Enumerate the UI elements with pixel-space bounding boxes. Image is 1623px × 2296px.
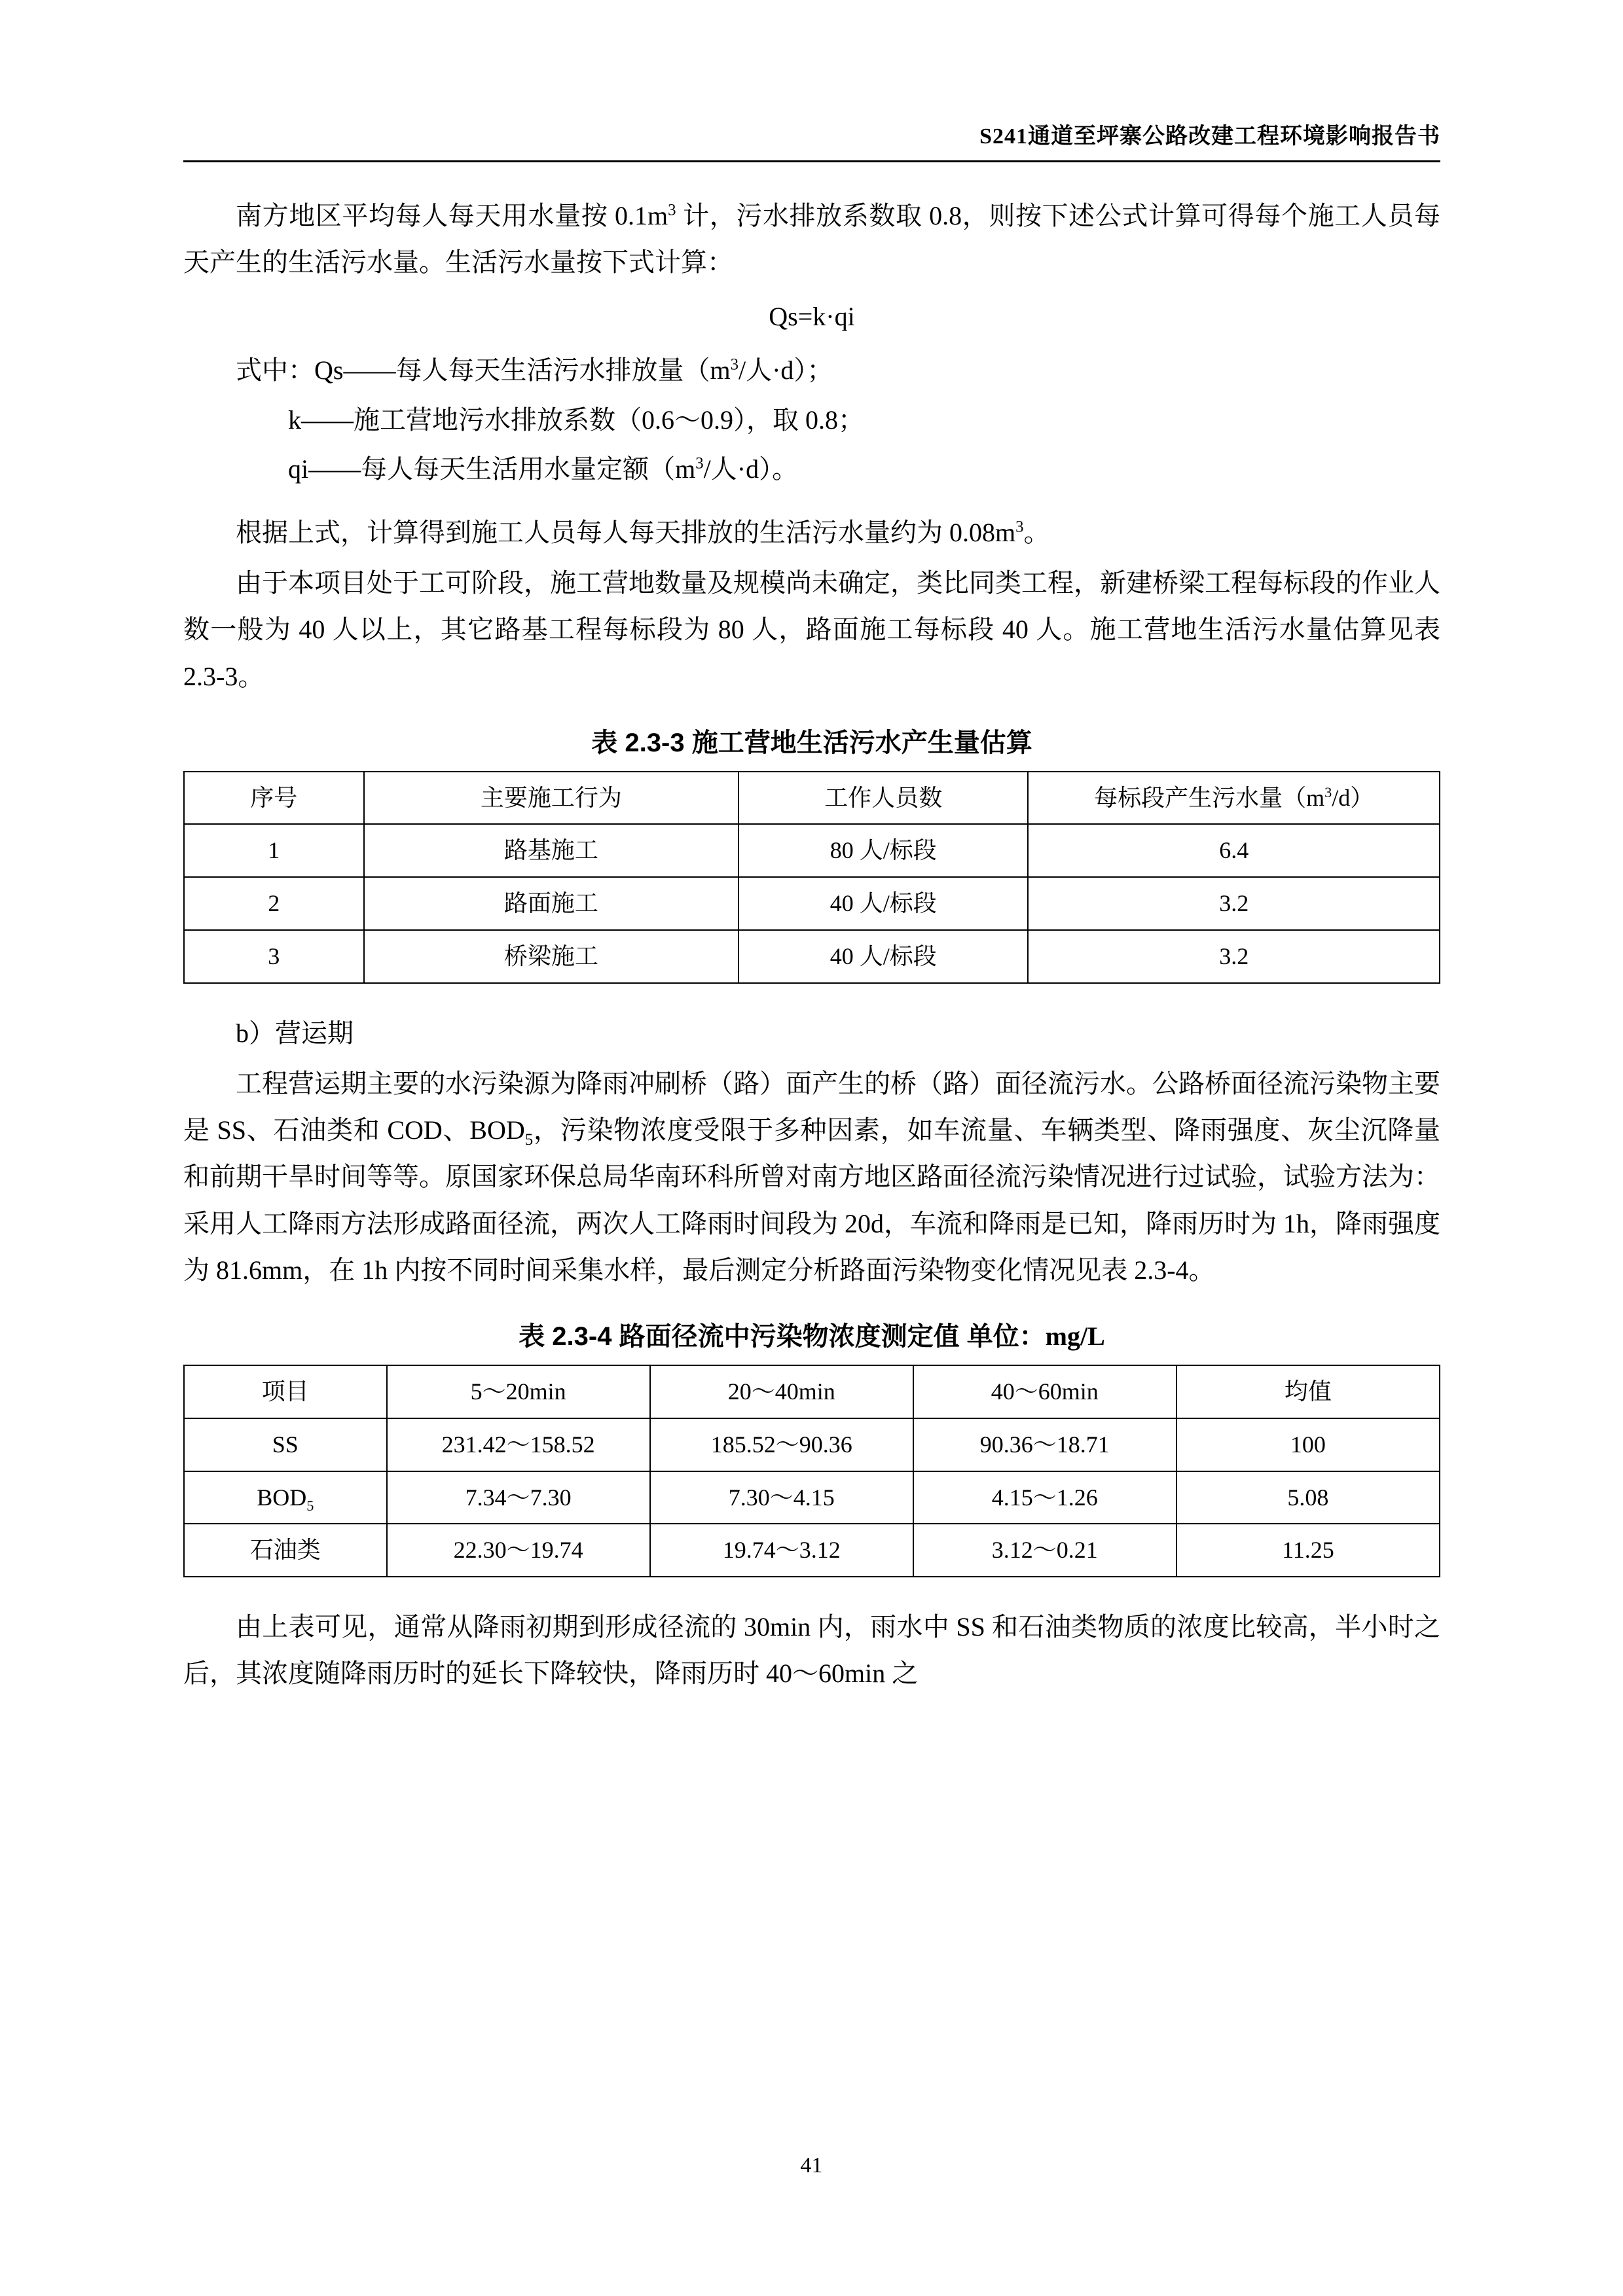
table-cell: 3.2 — [1028, 877, 1440, 930]
table-row — [184, 824, 1440, 877]
definition-k: k——施工营地污水排放系数（0.6～0.9），取 0.8； — [288, 404, 864, 435]
table-cell: 40 人/标段 — [739, 930, 1028, 983]
paragraph-6: 由上表可见，通常从降雨初期到形成径流的 30min 内，雨水中 SS 和石油类物质的浓度比较高，半小时之后，其浓度随降雨历时的延长下降较快，降雨历时 40～60min 之 — [183, 1612, 1440, 1689]
table-cell: 5.08 — [1176, 1471, 1440, 1524]
table-cell: 100 — [1176, 1418, 1440, 1471]
column-header: 20～40min — [650, 1365, 913, 1418]
table-233-caption: 表 2.3-3 施工营地生活污水产生量估算 — [591, 728, 1032, 757]
table-header-row — [184, 772, 1440, 825]
page-content — [183, 118, 1440, 1701]
column-header: 5～20min — [387, 1365, 650, 1418]
definition-qs: 式中：Qs——每人每天生活污水排放量（$m^3/$人·d）； — [236, 355, 833, 386]
column-header: 项目 — [184, 1365, 387, 1418]
table-row — [184, 1418, 1440, 1471]
column-header: 均值 — [1176, 1365, 1440, 1418]
column-header: 每标段产生污水量$(m^3/d)$ — [1028, 772, 1440, 825]
table-cell: 19.74～3.12 — [650, 1524, 913, 1577]
table-cell: 3 — [184, 930, 364, 983]
definition-qi: qi——每人每天生活用水量定额（$m^3/$人·d）。 — [288, 454, 799, 484]
table-cell: 7.34～7.30 — [387, 1471, 650, 1524]
column-header: 主要施工行为 — [364, 772, 739, 825]
column-header: 工作人员数 — [739, 772, 1028, 825]
page-number: 41 — [800, 2153, 823, 2178]
table-row — [184, 1471, 1440, 1524]
column-header: 40～60min — [913, 1365, 1176, 1418]
page-header: S241通道至坪寨公路改建工程环境影响报告书 — [979, 124, 1440, 149]
table-cell: 3.2 — [1028, 930, 1440, 983]
table-cell: 石油类 — [184, 1524, 387, 1577]
paragraph-4: b）营运期 — [236, 1018, 354, 1048]
table-cell: 90.36～18.71 — [913, 1418, 1176, 1471]
table-cell: SS — [184, 1418, 387, 1471]
paragraph-2: 根据上式，计算得到施工人员每人每天排放的生活污水量约为 $0.08m^3$。 — [236, 517, 1050, 547]
table-cell: 路基施工 — [364, 824, 739, 877]
column-header: 序号 — [184, 772, 364, 825]
table-row — [184, 1524, 1440, 1577]
table-cell: 3.12～0.21 — [913, 1524, 1176, 1577]
table-234 — [183, 1365, 1440, 1577]
paragraph-1: 南方地区平均每人每天用水量按 $0.1m^3$ 计，污水排放系数取 0.8，则按下述公式计算可得每个施工人员每天产生的生活污水量。生活污水量按下式计算： — [183, 201, 1440, 278]
table-cell: 22.30～19.74 — [387, 1524, 650, 1577]
paragraph-3: 由于本项目处于工可阶段，施工营地数量及规模尚未确定，类比同类工程，新建桥梁工程每标段的作业人数一般为 40 人以上，其它路基工程每标段为 80 人，路面施工每标段 40 人。施工营地生活污水量估算见表 2.3-3。 — [183, 568, 1440, 691]
table-cell: 路面施工 — [364, 877, 739, 930]
paragraph-5: 工程营运期主要的水污染源为降雨冲刷桥（路）面产生的桥（路）面径流污水。公路桥面径流污染物主要是 SS、石油类和 COD、$BOD_5$，污染物浓度受限于多种因素，如车流量、车辆类型、降雨强度、灰尘沉降量和前期干旱时间等等。原国家环保总局华南环科所曾对南方地区路面径流污染情况进行过试验，试验方法为：采用人工降雨方法形成路面径流，两次人工降雨时间段为 20d，车流和降雨是已知，降雨历时为 1h，降雨强度为 81.6mm，在 1h 内按不同时间采集水样，最后测定分析路面污染物变化情况见表 2.3-4。 — [183, 1069, 1441, 1285]
table-row — [184, 930, 1440, 983]
table-cell: 231.42～158.52 — [387, 1418, 650, 1471]
table-233 — [183, 771, 1440, 984]
table-header-row — [184, 1365, 1440, 1418]
table-cell: 1 — [184, 824, 364, 877]
table-cell: 7.30～4.15 — [650, 1471, 913, 1524]
table-234-caption: 表 2.3-4 路面径流中污染物浓度测定值 单位：mg/L — [519, 1321, 1105, 1351]
table-cell: 11.25 — [1176, 1524, 1440, 1577]
formula-qs: Qs=k·qi — [769, 302, 855, 332]
table-cell: 40 人/标段 — [739, 877, 1028, 930]
table-cell: 6.4 — [1028, 824, 1440, 877]
table-cell: $BOD_5$ — [184, 1471, 387, 1524]
header-divider — [183, 160, 1440, 162]
table-cell: 80 人/标段 — [739, 824, 1028, 877]
table-cell: 4.15～1.26 — [913, 1471, 1176, 1524]
table-cell: 185.52～90.36 — [650, 1418, 913, 1471]
table-row — [184, 877, 1440, 930]
table-cell: 桥梁施工 — [364, 930, 739, 983]
table-cell: 2 — [184, 877, 364, 930]
